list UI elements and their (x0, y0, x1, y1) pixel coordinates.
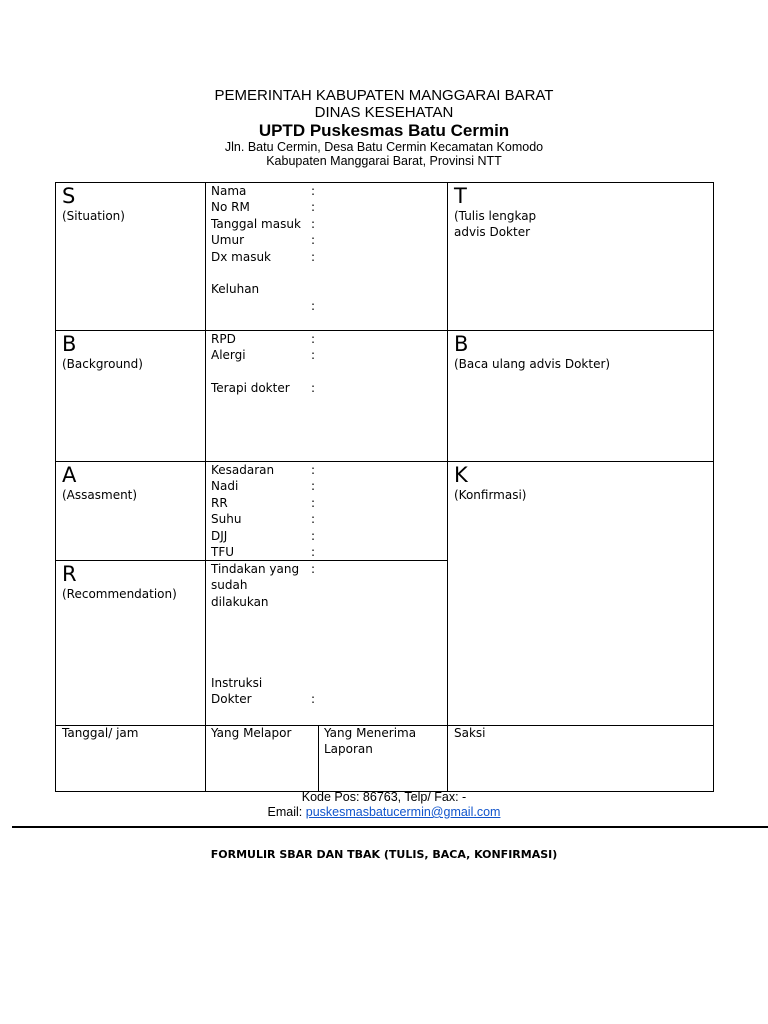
field-colon: : (311, 562, 316, 576)
situation-cell (62, 184, 125, 224)
baca-letter: B (454, 332, 469, 356)
signature-melapor: Yang Melapor (211, 726, 292, 740)
situation-letter: S (62, 184, 76, 208)
email-line (0, 805, 768, 819)
divider-col2 (447, 182, 448, 792)
baca-label: (Baca ulang advis Dokter) (454, 357, 611, 371)
field-colon: : (311, 200, 316, 215)
field-rr (211, 495, 441, 511)
field-terapi-dokter (211, 380, 441, 396)
assessment-letter: A (62, 463, 77, 487)
address-line: Jln. Batu Cermin, Desa Batu Cermin Kecamatan Komodo (224, 140, 544, 154)
signature-menerima: Yang Menerima Laporan (324, 726, 417, 757)
field-colon: : (311, 544, 316, 559)
field-label: Suhu (211, 512, 242, 527)
field-kesadaran (211, 462, 441, 478)
field-label: Terapi dokter (211, 381, 290, 396)
email-link[interactable]: puskesmasbatucermin@gmail.com (305, 805, 501, 819)
baca-cell (454, 332, 610, 372)
field-djj (211, 528, 441, 544)
field-tanggal-masuk (211, 216, 441, 232)
field-colon: : (311, 479, 316, 494)
konfirmasi-letter: K (454, 463, 468, 487)
govt-line: PEMERINTAH KABUPATEN MANGGARAI BARAT (214, 87, 554, 104)
postal-info: Kode Pos: 86763, Telp/ Fax: - (301, 790, 467, 804)
assessment-label: (Assasment) (62, 488, 138, 502)
signature-tanggal: Tanggal/ jam (62, 726, 139, 740)
form-title: FORMULIR SBAR DAN TBAK (TULIS, BACA, KONFIRMASI) (210, 848, 558, 861)
field-label: Umur (211, 233, 245, 248)
field-instruksi: Instruksi Dokter (211, 676, 263, 707)
field-colon: : (311, 249, 316, 264)
assessment-fields (211, 462, 441, 560)
recommendation-cell (62, 562, 177, 602)
field-colon: : (311, 381, 316, 396)
field-keluhan (211, 281, 441, 297)
field-label: No RM (211, 200, 250, 215)
field-no-rm (211, 199, 441, 215)
table-border-left (55, 182, 56, 792)
recommendation-fields (211, 561, 441, 721)
field-colon: : (311, 233, 316, 248)
situation-fields (211, 183, 441, 314)
field-nadi (211, 478, 441, 494)
field-dx-masuk (211, 249, 441, 265)
background-label: (Background) (62, 357, 143, 371)
background-fields (211, 331, 441, 397)
field-label: Tanggal masuk (211, 216, 301, 231)
department-line: DINAS KESEHATAN (314, 104, 454, 121)
situation-label: (Situation) (62, 209, 125, 223)
field-colon: : (311, 348, 316, 363)
background-letter: B (62, 332, 77, 356)
signature-saksi: Saksi (454, 726, 486, 740)
field-label: DJJ (211, 528, 228, 543)
field-label: Dx masuk (211, 249, 272, 264)
assessment-cell (62, 463, 137, 503)
field-label: Nadi (211, 479, 239, 494)
field-colon: : (311, 216, 316, 231)
field-tfu (211, 544, 441, 560)
field-label: Keluhan (211, 282, 260, 297)
field-colon: : (311, 298, 316, 313)
divider-signature (318, 725, 319, 792)
table-border-right (713, 182, 714, 792)
field-label: RPD (211, 332, 236, 346)
field-colon: : (311, 528, 316, 543)
field-colon: : (311, 184, 316, 198)
field-label: Kesadaran (211, 463, 275, 477)
field-colon: : (311, 692, 316, 706)
field-tindakan: Tindakan yang sudah dilakukan (211, 562, 300, 609)
field-colon: : (311, 495, 316, 510)
footer-rule (12, 826, 768, 828)
konfirmasi-label: (Konfirmasi) (454, 488, 527, 502)
background-cell (62, 332, 143, 372)
konfirmasi-cell (454, 463, 527, 503)
divider-col1 (205, 182, 206, 792)
field-rpd (211, 331, 441, 347)
tulis-cell (454, 184, 544, 241)
field-label: TFU (211, 544, 235, 559)
email-label: Email: (267, 805, 303, 819)
region-line: Kabupaten Manggarai Barat, Provinsi NTT (266, 154, 502, 168)
field-keluhan-colon (211, 298, 441, 314)
field-alergi (211, 347, 441, 363)
field-suhu (211, 511, 441, 527)
tulis-label: (Tulis lengkap advis Dokter (454, 209, 537, 240)
field-umur (211, 232, 441, 248)
field-colon: : (311, 463, 316, 477)
field-label: Nama (211, 184, 247, 198)
sbar-tbak-table (55, 182, 714, 792)
field-label: Alergi (211, 348, 246, 363)
tulis-letter: T (454, 184, 467, 208)
field-nama (211, 183, 441, 199)
recommendation-letter: R (62, 562, 77, 586)
field-label: RR (211, 495, 228, 510)
recommendation-label: (Recommendation) (62, 587, 177, 601)
field-colon: : (311, 512, 316, 527)
institution-name: UPTD Puskesmas Batu Cermin (258, 121, 510, 140)
field-colon: : (311, 332, 316, 346)
